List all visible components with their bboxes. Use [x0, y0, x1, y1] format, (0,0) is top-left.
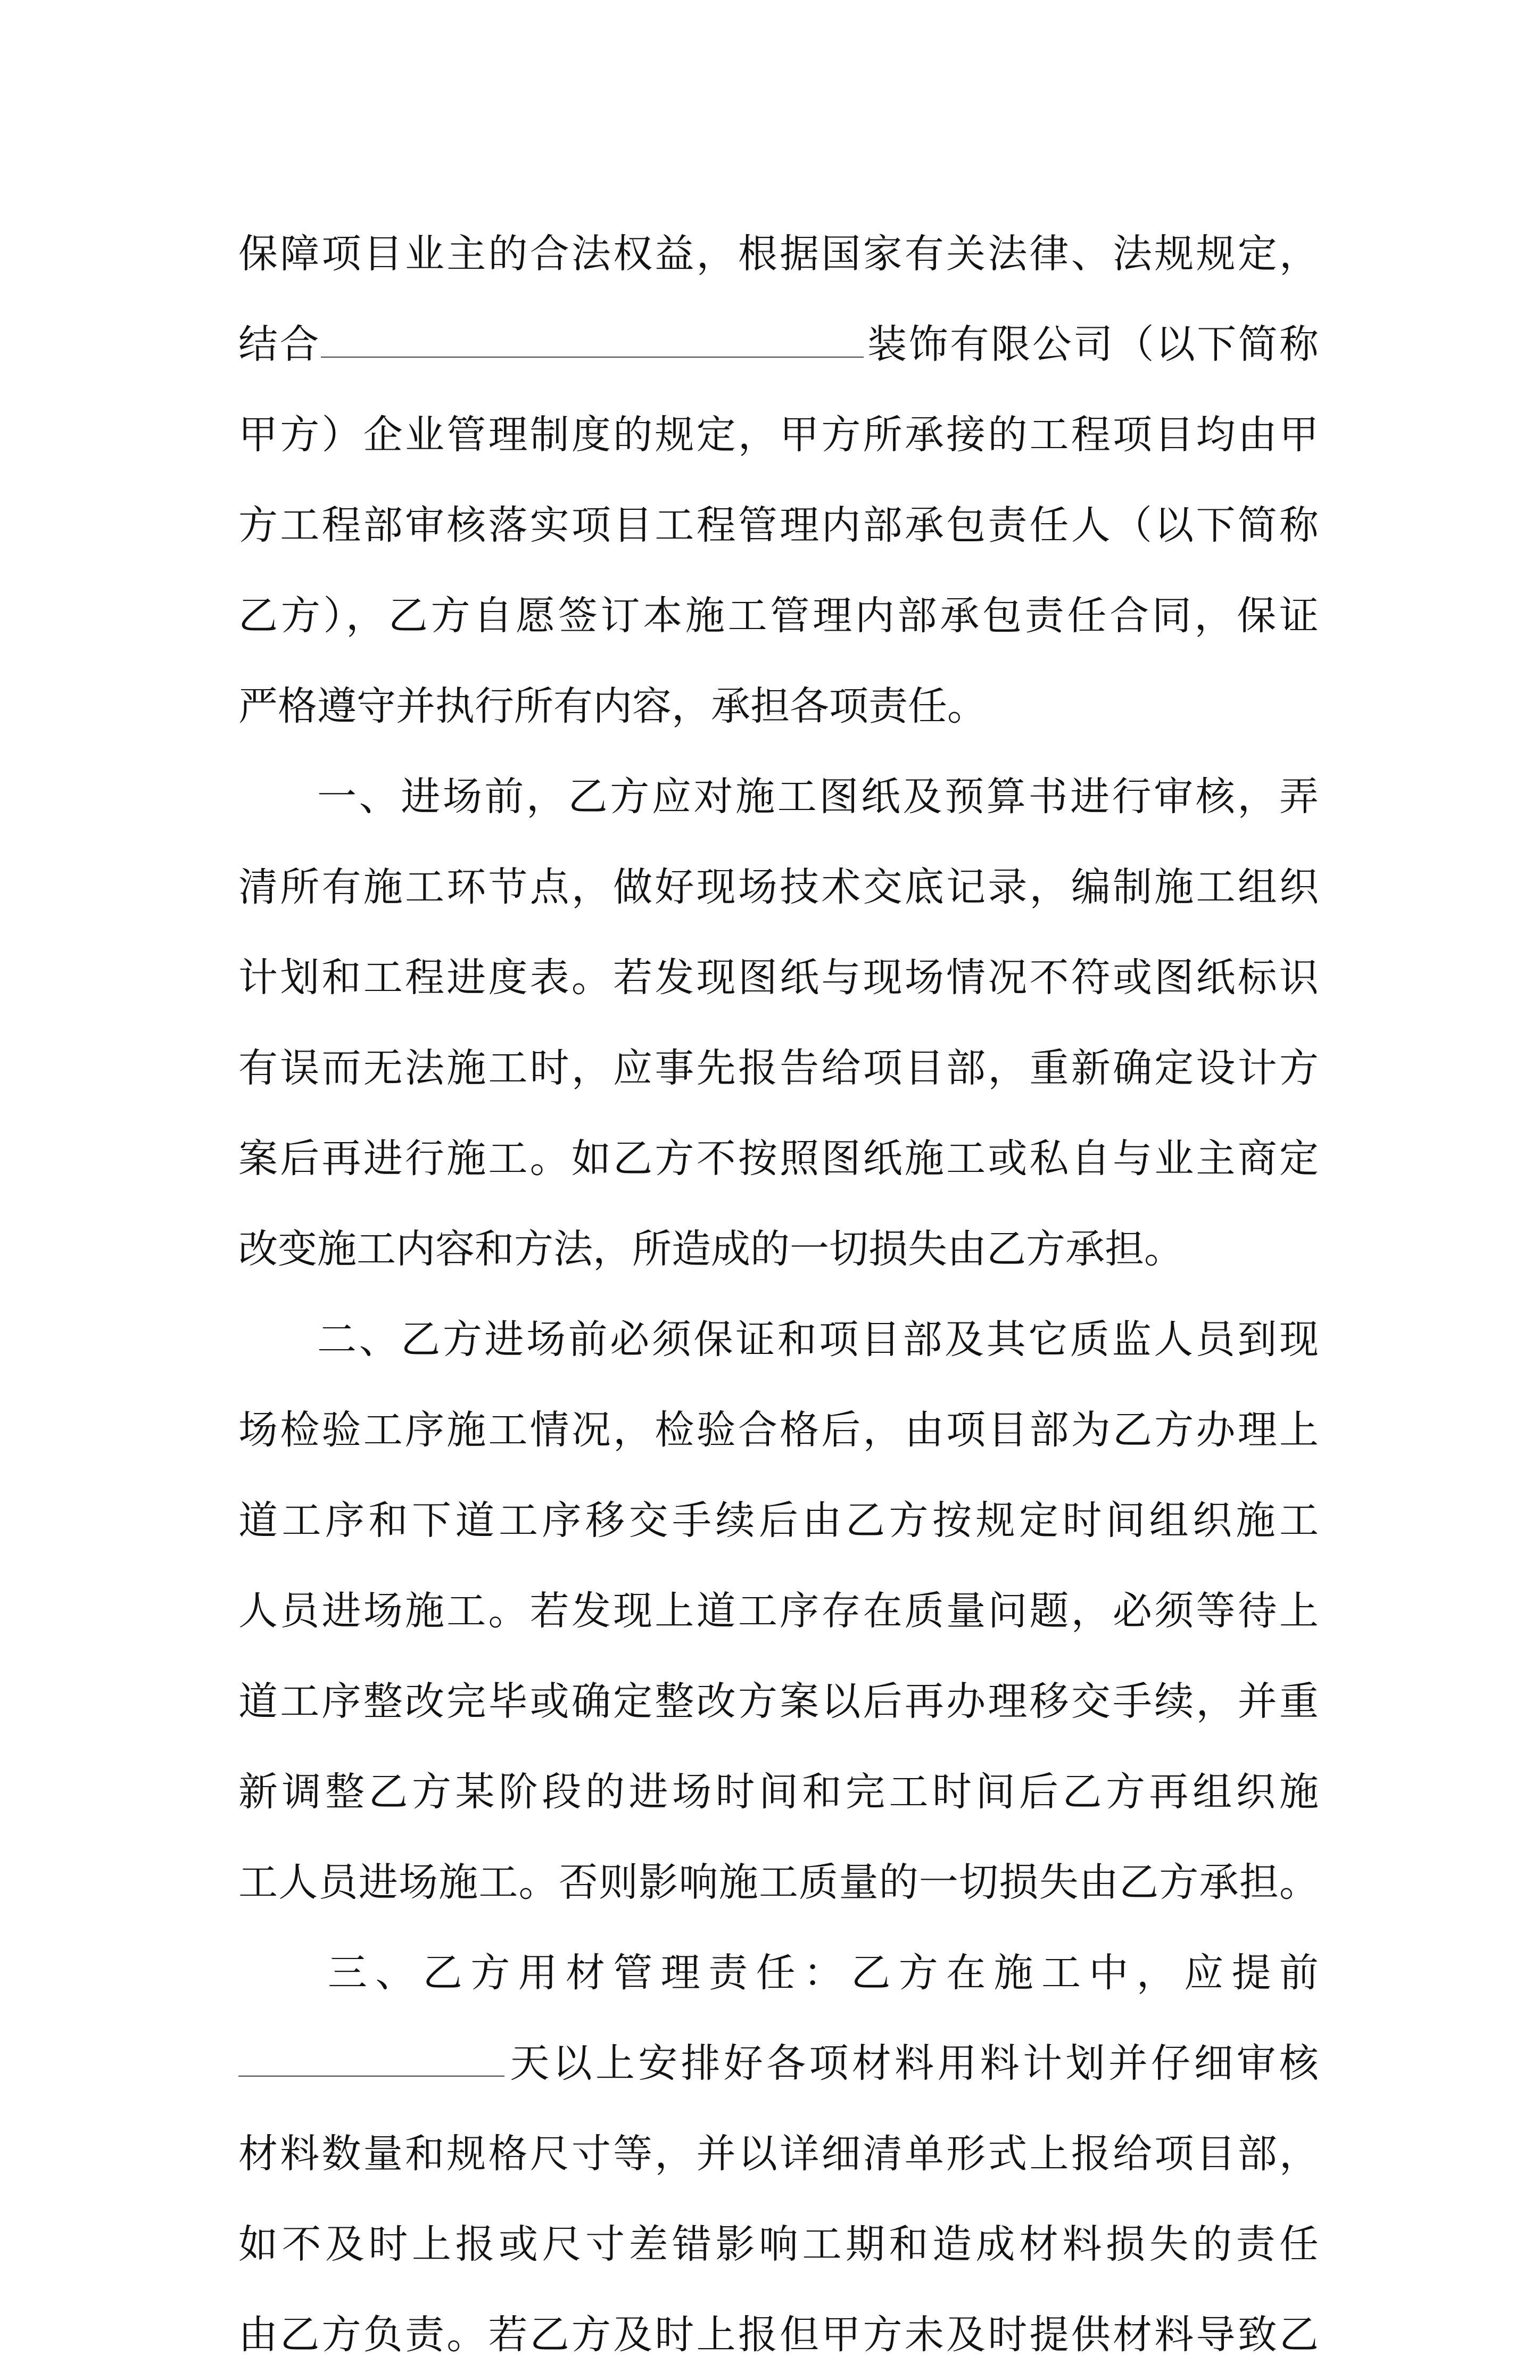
text-line: 新调整乙方某阶段的进场时间和完工时间后乙方再组织施 [238, 1769, 1319, 1815]
text-line-with-days-blank [238, 2018, 1319, 2109]
text-segment: 结合 [238, 321, 321, 367]
text-line: 由乙方负责。若乙方及时上报但甲方未及时提供材料导致乙 [238, 2312, 1319, 2358]
text-line: 人员进场施工。若发现上道工序存在质量问题，必须等待上 [238, 1588, 1319, 1634]
text-line: 乙方），乙方自愿签订本施工管理内部承包责任合同，保证 [238, 593, 1319, 639]
text-line: 计划和工程进度表。若发现图纸与现场情况不符或图纸标识 [238, 955, 1319, 1001]
text-line: 方工程部审核落实项目工程管理内部承包责任人（以下简称 [238, 502, 1319, 548]
paragraph-3-first-line: 三、乙方用材管理责任：乙方在施工中，应提前 [328, 1950, 1319, 1996]
text-line: 案后再进行施工。如乙方不按照图纸施工或私自与业主商定 [238, 1136, 1319, 1181]
paragraph-2-first-line: 二、乙方进场前必须保证和项目部及其它质监人员到现 [317, 1317, 1319, 1362]
paragraph-1-first-line: 一、进场前，乙方应对施工图纸及预算书进行审核，弄 [317, 774, 1319, 820]
text-segment: 天以上安排好各项材料用料计划并仔细审核 [507, 2040, 1319, 2086]
company-name-blank [321, 325, 864, 358]
document-body [238, 209, 1319, 2380]
text-line: 改变施工内容和方法，所造成的一切损失由乙方承担。 [238, 1226, 1183, 1272]
text-line: 道工序和下道工序移交手续后由乙方按规定时间组织施工 [238, 1498, 1319, 1543]
text-line: 清所有施工环节点，做好现场技术交底记录，编制施工组织 [238, 864, 1319, 910]
text-segment: 装饰有限公司（以下简称 [865, 321, 1319, 367]
text-line: 工人员进场施工。否则影响施工质量的一切损失由乙方承担。 [238, 1860, 1319, 1905]
text-line: 材料数量和规格尺寸等，并以详细清单形式上报给项目部， [238, 2131, 1319, 2177]
text-line: 严格遵守并执行所有内容，承担各项责任。 [238, 683, 987, 729]
text-line-with-company-blank [238, 299, 1319, 390]
text-line: 甲方）企业管理制度的规定，甲方所承接的工程项目均由甲 [238, 412, 1319, 458]
text-line: 保障项目业主的合法权益，根据国家有关法律、法规规定， [238, 231, 1319, 277]
text-line: 道工序整改完毕或确定整改方案以后再办理移交手续，并重 [238, 1679, 1319, 1724]
text-line: 场检验工序施工情况，检验合格后，由项目部为乙方办理上 [238, 1407, 1319, 1453]
text-line: 有误而无法施工时，应事先报告给项目部，重新确定设计方 [238, 1045, 1319, 1091]
days-blank [238, 2044, 504, 2077]
text-line: 如不及时上报或尺寸差错影响工期和造成材料损失的责任 [238, 2221, 1319, 2267]
